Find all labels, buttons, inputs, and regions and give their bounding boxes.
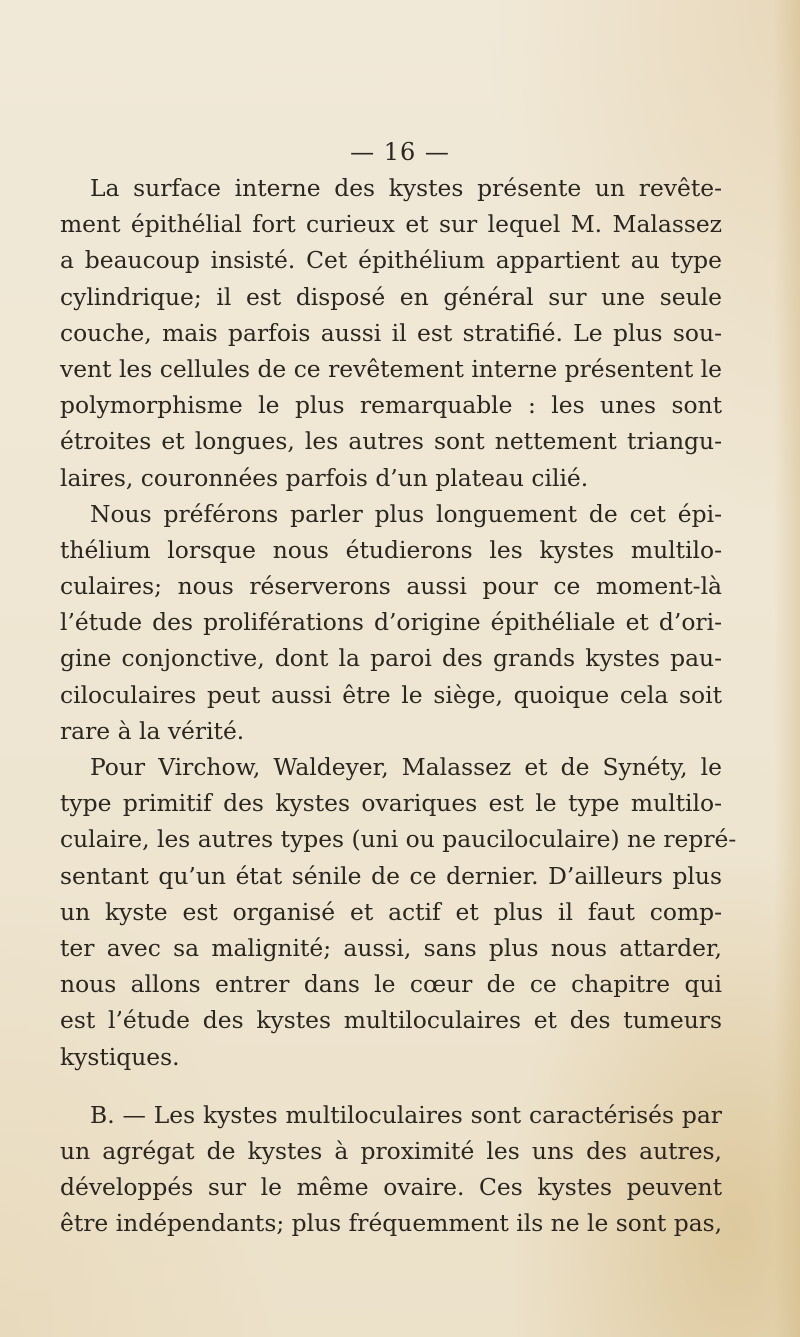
text-line: a beaucoup insisté. Cet épithélium appartient au type bbox=[60, 246, 722, 275]
text-line: étroites et longues, les autres sont nettement triangu- bbox=[60, 427, 722, 456]
paragraph-2 bbox=[60, 496, 722, 749]
text-line: couche, mais parfois aussi il est stratifié. Le plus sou- bbox=[60, 318, 722, 347]
text-line: Nous préférons parler plus longuement de cet épi- bbox=[90, 499, 722, 528]
text-line: gine conjonctive, dont la paroi des grands kystes pau- bbox=[60, 644, 722, 673]
text-line: l’étude des proliférations d’origine épithéliale et d’ori- bbox=[60, 608, 722, 637]
text-line: être indépendants; plus fréquemment ils ne le sont pas, bbox=[60, 1209, 723, 1238]
text-line: développés sur le même ovaire. Ces kystes peuvent bbox=[60, 1173, 722, 1202]
page-number: — 16 — bbox=[350, 138, 450, 166]
text-line: nous allons entrer dans le cœur de ce chapitre qui bbox=[60, 970, 722, 999]
text-line: kystiques. bbox=[60, 1042, 180, 1071]
paragraph-4 bbox=[60, 1097, 722, 1242]
text-line: culaires; nous réserverons aussi pour ce moment-là bbox=[60, 572, 722, 601]
text-line: vent les cellules de ce revêtement interne présentent le bbox=[60, 354, 723, 383]
text-line: thélium lorsque nous étudierons les kystes multilo- bbox=[60, 535, 722, 564]
text-line: culaire, les autres types (uni ou pauciloculaire) ne repré- bbox=[60, 825, 737, 854]
section-gap bbox=[60, 1075, 722, 1097]
text-line: B. — Les kystes multiloculaires sont caractérisés par bbox=[90, 1100, 722, 1129]
text-line: laires, couronnées parfois d’un plateau cilié. bbox=[60, 463, 589, 492]
text-line: polymorphisme le plus remarquable : les unes sont bbox=[60, 391, 722, 420]
paragraph-1 bbox=[60, 170, 722, 496]
text-line: ment épithélial fort curieux et sur lequel M. Malassez bbox=[60, 210, 722, 239]
text-line: cylindrique; il est disposé en général sur une seule bbox=[60, 282, 722, 311]
text-line: ter avec sa malignité; aussi, sans plus nous attarder, bbox=[60, 933, 722, 962]
text-line: Pour Virchow, Waldeyer, Malassez et de Synéty, le bbox=[90, 753, 722, 781]
text-line: La surface interne des kystes présente un revête- bbox=[90, 174, 722, 202]
text-line: un kyste est organisé et actif et plus il faut comp- bbox=[60, 897, 722, 926]
paragraph-3 bbox=[60, 749, 737, 1075]
body-text bbox=[60, 170, 737, 1241]
text-line: sentant qu’un état sénile de ce dernier. D’ailleurs plus bbox=[60, 861, 722, 890]
text-line: est l’étude des kystes multiloculaires et des tumeurs bbox=[60, 1006, 722, 1035]
text-line: type primitif des kystes ovariques est le type multilo- bbox=[60, 789, 722, 818]
text-line: ciloculaires peut aussi être le siège, quoique cela soit bbox=[60, 680, 722, 709]
text-line: rare à la vérité. bbox=[60, 716, 245, 745]
page-edge-shadow bbox=[774, 0, 800, 1337]
text-line: un agrégat de kystes à proximité les uns des autres, bbox=[60, 1136, 722, 1165]
